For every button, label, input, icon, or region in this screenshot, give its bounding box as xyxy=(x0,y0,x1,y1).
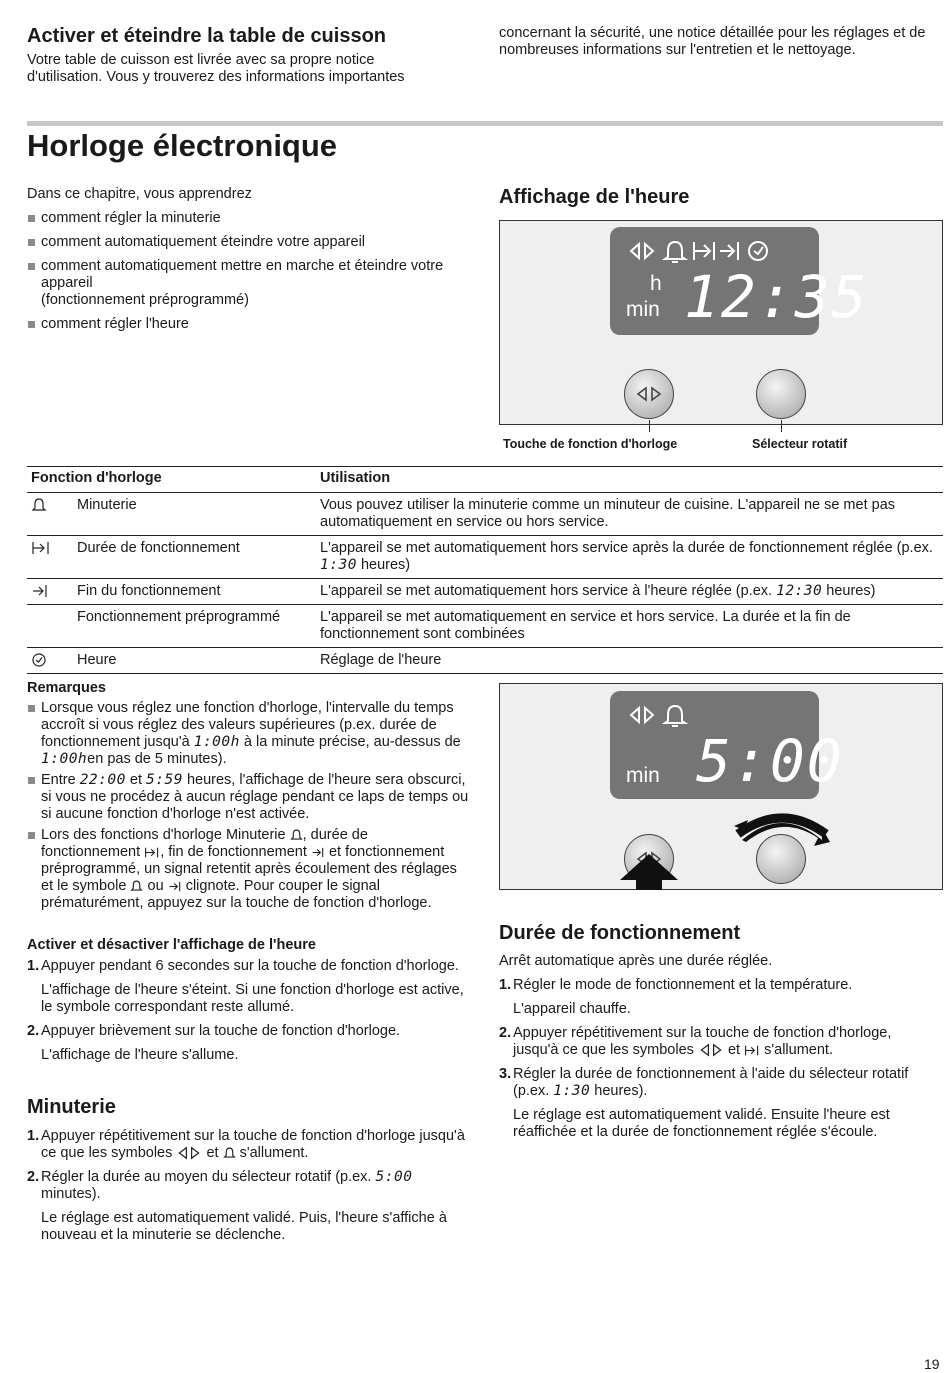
step-number: 1. xyxy=(499,977,512,993)
toggle-steps xyxy=(27,958,469,1064)
clock-function-icon xyxy=(636,386,662,402)
clock-function-icon xyxy=(631,244,653,258)
list-item xyxy=(499,1066,939,1141)
table-row xyxy=(27,605,943,648)
toggle-heading: Activer et désactiver l'affichage de l'heure xyxy=(27,937,316,953)
duree-steps xyxy=(499,977,939,1141)
step-text: s'allument. xyxy=(239,1145,309,1161)
bell-icon xyxy=(665,706,685,726)
step-text: et xyxy=(206,1145,219,1161)
row-usage: Vous pouvez utiliser la minuterie comme un minuteur de cuisine. L'appareil ne se met pas automatiquement en service ou hors service. xyxy=(316,493,943,536)
chapter-title: Horloge électronique xyxy=(27,128,338,163)
list-item xyxy=(27,958,469,1016)
step-result: L'affichage de l'heure s'éteint. Si une fonction d'horloge est active, le symbole correspondant reste allumé. xyxy=(41,982,464,1015)
step-text: Régler la durée de fonctionnement à l'aide du sélecteur rotatif (p.ex. xyxy=(513,1066,909,1099)
step-text: Appuyer répétitivement sur la touche de fonction d'horloge jusqu'à ce que les symboles xyxy=(41,1128,465,1161)
remark-text: clignote. Pour couper le signal prématurément, appuyez sur la touche de fonction d'horloge. xyxy=(41,878,432,911)
duree-lead: Arrêt automatique après une durée réglée. xyxy=(499,953,773,969)
toggle-display-section xyxy=(27,937,469,1071)
table-row xyxy=(27,648,943,674)
segment-value: 1:00h xyxy=(41,751,88,767)
remarks-section xyxy=(27,680,469,913)
row-function-name: Fonctionnement préprogrammé xyxy=(73,605,316,648)
clock-icon xyxy=(749,242,767,260)
list-item: comment automatiquement mettre en marche et éteindre votre appareil xyxy=(27,258,467,292)
segment-value: 12:30 xyxy=(776,583,823,599)
segment-value: 5:59 xyxy=(146,772,183,788)
bell-icon xyxy=(223,1146,236,1160)
row-function-name: Fin du fonctionnement xyxy=(73,579,316,605)
bell-icon xyxy=(290,828,303,842)
clock-function-button[interactable] xyxy=(624,369,674,419)
duration-icon xyxy=(144,846,160,859)
remark-text: ou xyxy=(147,878,164,894)
display-symbols xyxy=(628,701,698,729)
table-row xyxy=(27,536,943,579)
step-text: et xyxy=(727,1042,741,1058)
remark-text: et fonctionnement préprogrammé, un signal retentit après écoulement des réglages et le symbole xyxy=(41,844,457,894)
timer-display xyxy=(610,691,844,799)
duration-icon xyxy=(31,540,51,556)
remark-text: Lors des fonctions d'horloge Minuterie xyxy=(41,827,286,843)
remark-text: Lorsque vous réglez une fonction d'horloge, l'intervalle du temps accroît si vous réglez des valeurs supérieures (p.ex. durée de fonctionnement jusqu'à xyxy=(41,700,454,750)
duration-icon xyxy=(744,1044,760,1057)
timer-panel-figure xyxy=(499,683,943,890)
page-number: 19 xyxy=(924,1356,940,1372)
unit-hours: h xyxy=(650,272,662,295)
remark-text: , fin de fonctionnement xyxy=(160,844,307,860)
chapter-bullets xyxy=(27,210,467,333)
list-item xyxy=(27,1169,469,1244)
list-item xyxy=(499,1025,939,1059)
step-number: 1. xyxy=(27,1128,40,1144)
row-icon-cell xyxy=(27,648,73,674)
step-text: Régler la durée au moyen du sélecteur rotatif (p.ex. xyxy=(41,1169,372,1185)
end-time-icon xyxy=(311,846,325,859)
label-clock-function-button: Touche de fonction d'horloge xyxy=(503,437,678,451)
label-rotary-selector: Sélecteur rotatif xyxy=(752,437,848,451)
step-text: Appuyer répétitivement sur la touche de fonction d'horloge, jusqu'à ce que les symboles xyxy=(513,1025,892,1058)
intro-text-left: Votre table de cuisson est livrée avec sa propre notice d'utilisation. Vous y trouverez des informations importantes xyxy=(27,52,405,85)
duree-heading: Durée de fonctionnement xyxy=(499,922,741,944)
list-item xyxy=(27,772,469,823)
usage-text: L'appareil se met automatiquement hors service à l'heure réglée (p.ex. xyxy=(320,583,773,599)
list-item xyxy=(499,977,939,1018)
list-item-continuation: (fonctionnement préprogrammé) xyxy=(41,292,249,308)
remark-text: en pas de 5 minutes). xyxy=(87,751,227,767)
bell-icon xyxy=(665,242,685,262)
step-text: minutes). xyxy=(41,1186,101,1202)
unit-minutes: min xyxy=(626,298,660,321)
clock-icon xyxy=(31,652,47,668)
list-item xyxy=(27,700,469,768)
chapter-lead: Dans ce chapitre, vous apprendrez xyxy=(27,186,252,202)
remark-text: à la minute précise, au-dessus de xyxy=(243,734,461,750)
minuterie-steps xyxy=(27,1128,469,1244)
section-divider xyxy=(27,121,943,126)
timer-digits: 5:00 xyxy=(696,727,844,795)
end-time-icon xyxy=(720,242,738,260)
list-item: comment régler l'heure xyxy=(27,316,467,333)
remark-text: Entre xyxy=(41,772,76,788)
list-item xyxy=(27,1023,469,1064)
end-time-icon xyxy=(31,583,49,599)
step-text: s'allument. xyxy=(764,1042,833,1058)
clock-panel-figure xyxy=(499,220,943,425)
clock-function-icon xyxy=(698,1043,724,1057)
segment-value: 22:00 xyxy=(79,772,126,788)
remark-text: heures, l'affichage de l'heure sera obscurci, si vous ne procédez à aucun réglage pendant ce laps de temps ou si aucune fonction d'horloge n'est activée. xyxy=(41,772,469,822)
step-number: 2. xyxy=(27,1023,40,1039)
step-result: Le réglage est automatiquement validé. Ensuite l'heure est réaffichée et la durée de fonctionnement réglée s'écoule. xyxy=(513,1107,890,1140)
time-display-heading: Affichage de l'heure xyxy=(499,186,690,208)
row-icon-cell xyxy=(27,605,73,648)
step-text: Régler le mode de fonctionnement et la température. xyxy=(513,977,853,993)
row-usage: L'appareil se met automatiquement en service et hors service. La durée et la fin de fonctionnement sont combinées xyxy=(316,605,943,648)
clock-function-table xyxy=(27,466,943,674)
table-row xyxy=(27,579,943,605)
row-usage xyxy=(316,536,943,579)
minuterie-heading: Minuterie xyxy=(27,1096,116,1118)
duree-section xyxy=(499,953,939,1148)
list-item: comment automatiquement éteindre votre appareil xyxy=(27,234,467,251)
leader-line xyxy=(781,420,782,432)
row-function-name: Minuterie xyxy=(73,493,316,536)
remark-text: et xyxy=(129,772,142,788)
column-header-function: Fonction d'horloge xyxy=(27,467,316,493)
chapter-intro xyxy=(27,186,467,340)
minuterie-section xyxy=(27,1128,469,1251)
row-icon-cell xyxy=(27,579,73,605)
row-function-name: Durée de fonctionnement xyxy=(73,536,316,579)
step-number: 3. xyxy=(499,1066,512,1082)
end-time-icon xyxy=(168,880,182,893)
remarks-heading: Remarques xyxy=(27,680,106,696)
remark-text: , durée de fonctionnement xyxy=(41,827,368,860)
step-text: heures). xyxy=(594,1083,648,1099)
step-number: 2. xyxy=(499,1025,512,1041)
segment-value: 5:00 xyxy=(375,1169,413,1185)
bell-icon xyxy=(31,497,47,513)
press-arrow-icon xyxy=(618,854,680,890)
clock-function-icon xyxy=(176,1146,202,1160)
rotary-selector[interactable] xyxy=(756,834,806,884)
segment-value: 1:00h xyxy=(193,734,240,750)
rotary-selector[interactable] xyxy=(756,369,806,419)
step-text: Appuyer pendant 6 secondes sur la touche de fonction d'horloge. xyxy=(41,958,459,974)
duration-icon xyxy=(694,242,714,260)
row-icon-cell xyxy=(27,536,73,579)
column-header-usage: Utilisation xyxy=(316,467,943,493)
remarks-list xyxy=(27,700,469,912)
table-header-row xyxy=(27,467,943,493)
list-item xyxy=(27,827,469,912)
step-result: L'affichage de l'heure s'allume. xyxy=(41,1047,239,1063)
table-row xyxy=(27,493,943,536)
step-result: L'appareil chauffe. xyxy=(513,1001,631,1017)
clock-display xyxy=(610,227,869,335)
step-result: Le réglage est automatiquement validé. Puis, l'heure s'affiche à nouveau et la minuterie se déclenche. xyxy=(41,1210,447,1243)
usage-text: heures) xyxy=(826,583,876,599)
time-digits: 12:35 xyxy=(684,263,869,331)
segment-value: 1:30 xyxy=(320,557,357,573)
bell-icon xyxy=(130,879,143,893)
usage-text: heures) xyxy=(360,557,411,573)
row-usage: Réglage de l'heure xyxy=(316,648,943,674)
display-symbols xyxy=(628,237,778,265)
row-function-name: Heure xyxy=(73,648,316,674)
intro-heading: Activer et éteindre la table de cuisson xyxy=(27,25,387,47)
row-usage xyxy=(316,579,943,605)
usage-text: L'appareil se met automatiquement hors service après la durée de fonctionnement réglée (p.ex. xyxy=(320,540,933,556)
list-item xyxy=(27,1128,469,1162)
step-text: Appuyer brièvement sur la touche de fonction d'horloge. xyxy=(41,1023,401,1039)
intro-text-right: concernant la sécurité, une notice détaillée pour les réglages et de nombreuses informations sur l'entretien et le nettoyage. xyxy=(499,25,926,58)
row-icon-cell xyxy=(27,493,73,536)
unit-minutes: min xyxy=(626,764,660,787)
step-number: 1. xyxy=(27,958,40,974)
step-number: 2. xyxy=(27,1169,40,1185)
clock-function-icon xyxy=(631,708,653,722)
leader-line xyxy=(649,420,650,432)
segment-value: 1:30 xyxy=(553,1083,591,1099)
list-item: comment régler la minuterie xyxy=(27,210,467,227)
